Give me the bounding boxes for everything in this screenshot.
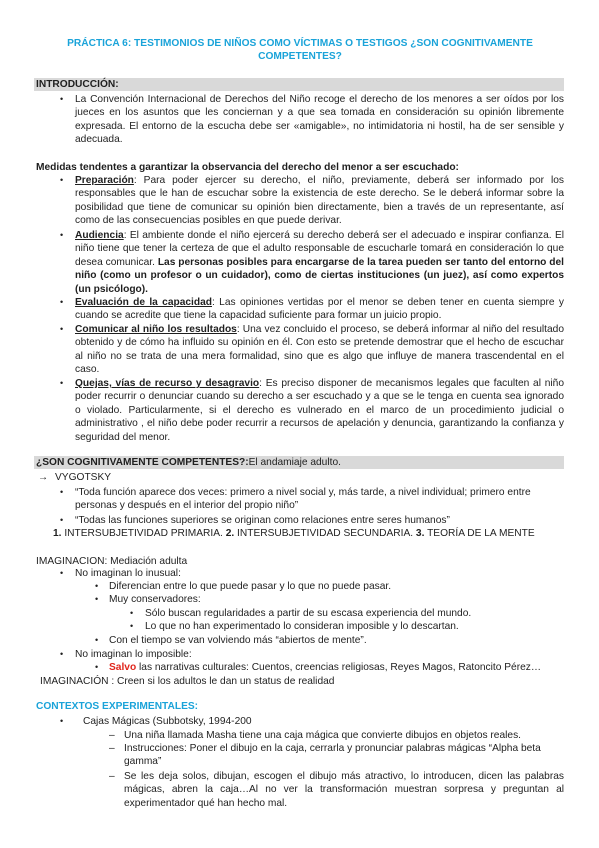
dash-icon: – — [109, 730, 115, 741]
medida-text: : El ambiente donde el niño ejercerá su derecho deberá ser el adecuado e inspirar confianza. El niño tiene que tener la certeza de que el adulto responsable de escucharle tomará en consideración lo que desea comunicar. — [75, 230, 564, 268]
salvo-highlight: Salvo — [109, 662, 137, 673]
bullet-icon: • — [95, 635, 99, 645]
intersubjetividad-levels — [53, 527, 535, 540]
level-text: INTERSUBJETIVIDAD SECUNDARIA. — [237, 528, 414, 539]
medida-item — [75, 296, 564, 323]
arrow-icon: → — [38, 472, 49, 483]
dash-icon: – — [109, 743, 115, 754]
medida-text: : Es preciso disponer de mecanismos legales que faculten al niño poder recurrir o denunciar cuando su derecho a ser escuchado y a que se le tenga en cuenta sea ignorado o violado. Particularmente, si el derecho es vulnerado en el marco de un procedimiento judicial o administrativo , el niño debe poder recurrir a recursos de apelación y denuncia, garantizando la confianza y seguridad del menor. — [75, 378, 564, 443]
bullet-icon: • — [60, 487, 64, 497]
bullet-icon: • — [60, 378, 64, 388]
imaginacion-subitem: Muy conservadores: — [109, 594, 201, 605]
imaginacion-subsubitem: Sólo buscan regularidades a partir de su escasa experiencia del mundo. — [145, 608, 472, 619]
vygotsky-label: VYGOTSKY — [55, 472, 112, 483]
experiment-step: Se les deja solos, dibujan, escogen el dibujo más atractivo, lo introducen, dicen las palabras mágicas, abren la caja…Al no ver la transformación muestran sorpresa y preguntan al experimentador qué han hecho mal. — [124, 771, 564, 809]
bullet-icon: • — [60, 230, 64, 240]
bullet-icon: • — [60, 649, 64, 659]
medida-text: : Para poder ejercer su derecho, el niño, previamente, deberá ser informado por los responsables que le han de escuchar sobre la existencia de este derecho. Se le deberá informar sobre la posibilidad que tiene de comunicar su opinión bien directamente, bien a través de un representante, así como de las consecuencias posibles en que puede derivar. — [75, 175, 564, 227]
competentes-heading-line — [36, 456, 341, 469]
medida-term: Preparación — [75, 175, 134, 186]
bullet-icon: • — [95, 594, 99, 604]
medida-item — [75, 174, 564, 228]
cajas-magicas-item: Cajas Mágicas (Subbotsky, 1994-200 — [83, 716, 252, 727]
intro-heading: INTRODUCCIÓN: — [36, 79, 119, 90]
bullet-icon: • — [60, 568, 64, 578]
bullet-icon: • — [60, 324, 64, 334]
imaginacion-subitem: Diferencian entre lo que puede pasar y lo que no puede pasar. — [109, 581, 392, 592]
imaginacion-item: No imaginan lo imposible: — [75, 649, 192, 660]
dash-icon: – — [109, 771, 115, 782]
contextos-heading: CONTEXTOS EXPERIMENTALES: — [36, 701, 199, 712]
salvo-text: las narrativas culturales: Cuentos, creencias religiosas, Reyes Magos, Ratoncito Pérez… — [136, 662, 542, 673]
vygotsky-quote: “Toda función aparece dos veces: primero a nivel social y, más tarde, a nivel individual; primero entre personas y después en el interior del propio niño” — [75, 487, 531, 512]
imaginacion-item: No imaginan lo inusual: — [75, 568, 181, 579]
imaginacion-subitem: Con el tiempo se van volviendo más “abiertos de mente”. — [109, 635, 367, 646]
imaginacion-subitem — [109, 661, 541, 674]
bullet-icon: • — [130, 608, 134, 618]
medida-term: Quejas, vías de recurso y desagravio — [75, 378, 260, 389]
medida-term: Comunicar al niño los resultados — [75, 324, 237, 335]
intro-paragraph: La Convención Internacional de Derechos del Niño recoge el derecho de los menores a ser oídos por los jueces en los asuntos que les conciernan y a que sea tomada en consideración su opinión libremente expresada. El entorno de la escucha debe ser «amigable», no intimidatoria ni hostil, ha de ser sensible y adecuada. — [75, 94, 564, 146]
bullet-icon: • — [60, 94, 64, 104]
experiment-step: Una niña llamada Masha tiene una caja mágica que convierte dibujos en objetos reales. — [124, 730, 521, 741]
bullet-icon: • — [60, 515, 64, 525]
competentes-heading-tail: El andamiaje adulto. — [248, 457, 341, 468]
level-number: 1. — [53, 528, 62, 539]
level-number: 2. — [225, 528, 235, 539]
bullet-icon: • — [95, 581, 99, 591]
bullet-icon: • — [60, 175, 64, 185]
medida-item — [75, 377, 564, 444]
bullet-icon: • — [60, 716, 64, 726]
vygotsky-quote: “Todas las funciones superiores se originan como relaciones entre seres humanos” — [75, 515, 450, 526]
level-text: TEORÍA DE LA MENTE — [427, 528, 535, 539]
medida-text: : Una vez concluido el proceso, se deberá informar al niño del resultado obtenido y de cómo ha influido su opinión en él. Con esto se pretende demostrar que el hecho de escuchar al niño no se trata de una mera formalidad, sino que es algo que influye de manera trascendental en el caso. — [75, 324, 564, 376]
title-line-2: COMPETENTES? — [258, 51, 342, 63]
medida-text: : Las opiniones vertidas por el menor se deben tener en cuenta siempre y cuando se acredite que tiene la capacidad suficiente para formar un juicio propio. — [75, 297, 564, 322]
medidas-heading: Medidas tendentes a garantizar la observancia del derecho del menor a ser escuchado: — [36, 162, 459, 173]
experiment-step: Instrucciones: Poner el dibujo en la caja, cerrarla y pronunciar palabras mágicas “Alpha beta gamma” — [124, 743, 541, 768]
imaginacion-heading: IMAGINACION: Mediación adulta — [36, 556, 188, 567]
medida-term: Audiencia — [75, 230, 124, 241]
title-line-1: PRÁCTICA 6: TESTIMONIOS DE NIÑOS COMO VÍCTIMAS O TESTIGOS ¿SON COGNITIVAMENTE — [67, 38, 533, 49]
medida-item — [75, 229, 564, 296]
bullet-icon: • — [60, 297, 64, 307]
level-text: INTERSUBJETIVIDAD PRIMARIA. — [64, 528, 223, 539]
level-number: 3. — [415, 528, 425, 539]
medida-term: Evaluación de la capacidad — [75, 297, 213, 308]
imaginacion-subsubitem: Lo que no han experimentado lo consideran imposible y lo descartan. — [145, 621, 459, 632]
bullet-icon: • — [130, 621, 134, 631]
medida-bold-text: Las personas posibles para encargarse de la tarea pueden ser tanto del entorno del niño (como un profesor o un cuidador), como de ciertas instituciones (un juez), así como expertos (un psicólogo). — [75, 256, 564, 295]
imaginacion-conclusion: IMAGINACIÓN : Creen si los adultos le dan un status de realidad — [40, 676, 335, 687]
page-title — [60, 37, 540, 64]
medida-item — [75, 323, 564, 377]
competentes-heading: ¿SON COGNITIVAMENTE COMPETENTES?: — [36, 457, 249, 468]
bullet-icon: • — [95, 662, 99, 672]
